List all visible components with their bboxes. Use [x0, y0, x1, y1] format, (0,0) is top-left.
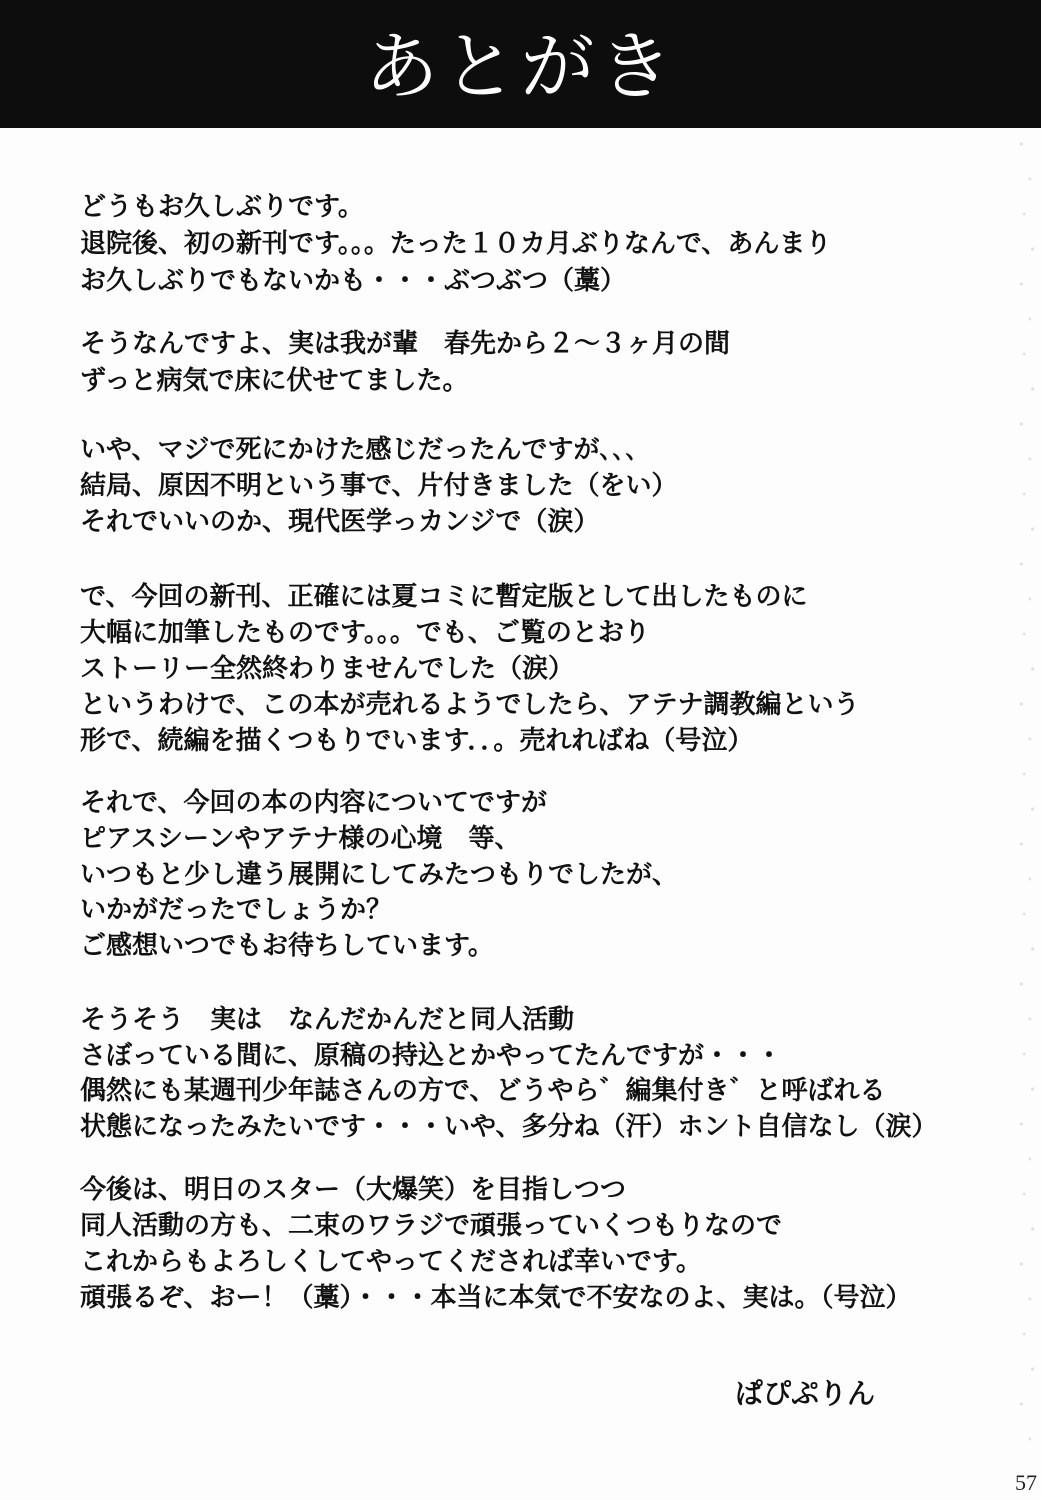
body-line: ずっと病気で床に伏せてました。	[80, 366, 469, 396]
body-line: そうなんですよ、実は我が輩 春先から２～３ヶ月の間	[80, 329, 731, 359]
body-line: 同人活動の方も、二束のワラジで頑張っていくつもりなので	[80, 1211, 783, 1241]
body-line: それで、今回の本の内容についてですが	[80, 788, 547, 818]
body-line: 結局、原因不明という事で、片付きました（をい）	[80, 471, 678, 501]
body-line: 今後は、明日のスター（大爆笑）を目指しつつ	[80, 1175, 627, 1205]
body-line: ご感想いつでもお待ちしています。	[80, 931, 494, 961]
page-title: あとがき	[364, 24, 677, 110]
author-signature: ぱぴぷりん	[735, 1377, 876, 1410]
body-line: 状態になったみたいです・・・いや、多分ね（汗）ホント自信なし（涙）	[80, 1112, 938, 1142]
body-line: で、今回の新刊、正確には夏コミに暫定版として出したものに	[80, 582, 808, 612]
body-line: 形で、続編を描くつもりでいます．．。売れればね（号泣）	[80, 726, 754, 756]
body-line: お久しぶりでもないかも・・・ぶつぶつ（藁）	[80, 266, 627, 296]
body-line: というわけで、この本が売れるようでしたら、アテナ調教編という	[80, 690, 860, 720]
body-line: それでいいのか、現代医学っカンジで（涙）	[80, 507, 600, 537]
body-line: これからもよろしくしてやってくだされば幸いです。	[80, 1247, 702, 1277]
title-banner	[0, 0, 1041, 128]
body-line: いや、マジで死にかけた感じだったんですが､､､	[80, 435, 639, 465]
body-line: どうもお久しぶりです。	[80, 192, 364, 222]
page-number: 57	[1015, 1470, 1037, 1495]
body-line: ストーリー全然終わりませんでした（涙）	[80, 654, 575, 684]
body-line: いかがだったでしょうか？	[80, 895, 393, 925]
body-line: さぼっている間に、原稿の持込とかやってたんですが・・・	[80, 1041, 783, 1071]
body-line: 大幅に加筆したものです。。。でも、ご覧のとおり	[80, 618, 650, 648]
body-line: 退院後、初の新刊です。。。たった１０カ月ぶりなんで、あんまり	[80, 229, 832, 259]
body-line: 偶然にも某週刊少年誌さんの方で、どうやら゛編集付き゛と呼ばれる	[80, 1076, 886, 1106]
body-line: いつもと少し違う展開にしてみたつもりでしたが、	[80, 860, 679, 890]
page-edge-texture	[1013, 130, 1041, 1460]
body-line: ピアスシーンやアテナ様の心境 等、	[80, 824, 521, 854]
body-line: 頑張るぞ、おー！（藁）・・・本当に本気で不安なのよ、実は。（号泣）	[80, 1283, 912, 1313]
body-line: そうそう 実は なんだかんだと同人活動	[80, 1005, 575, 1035]
